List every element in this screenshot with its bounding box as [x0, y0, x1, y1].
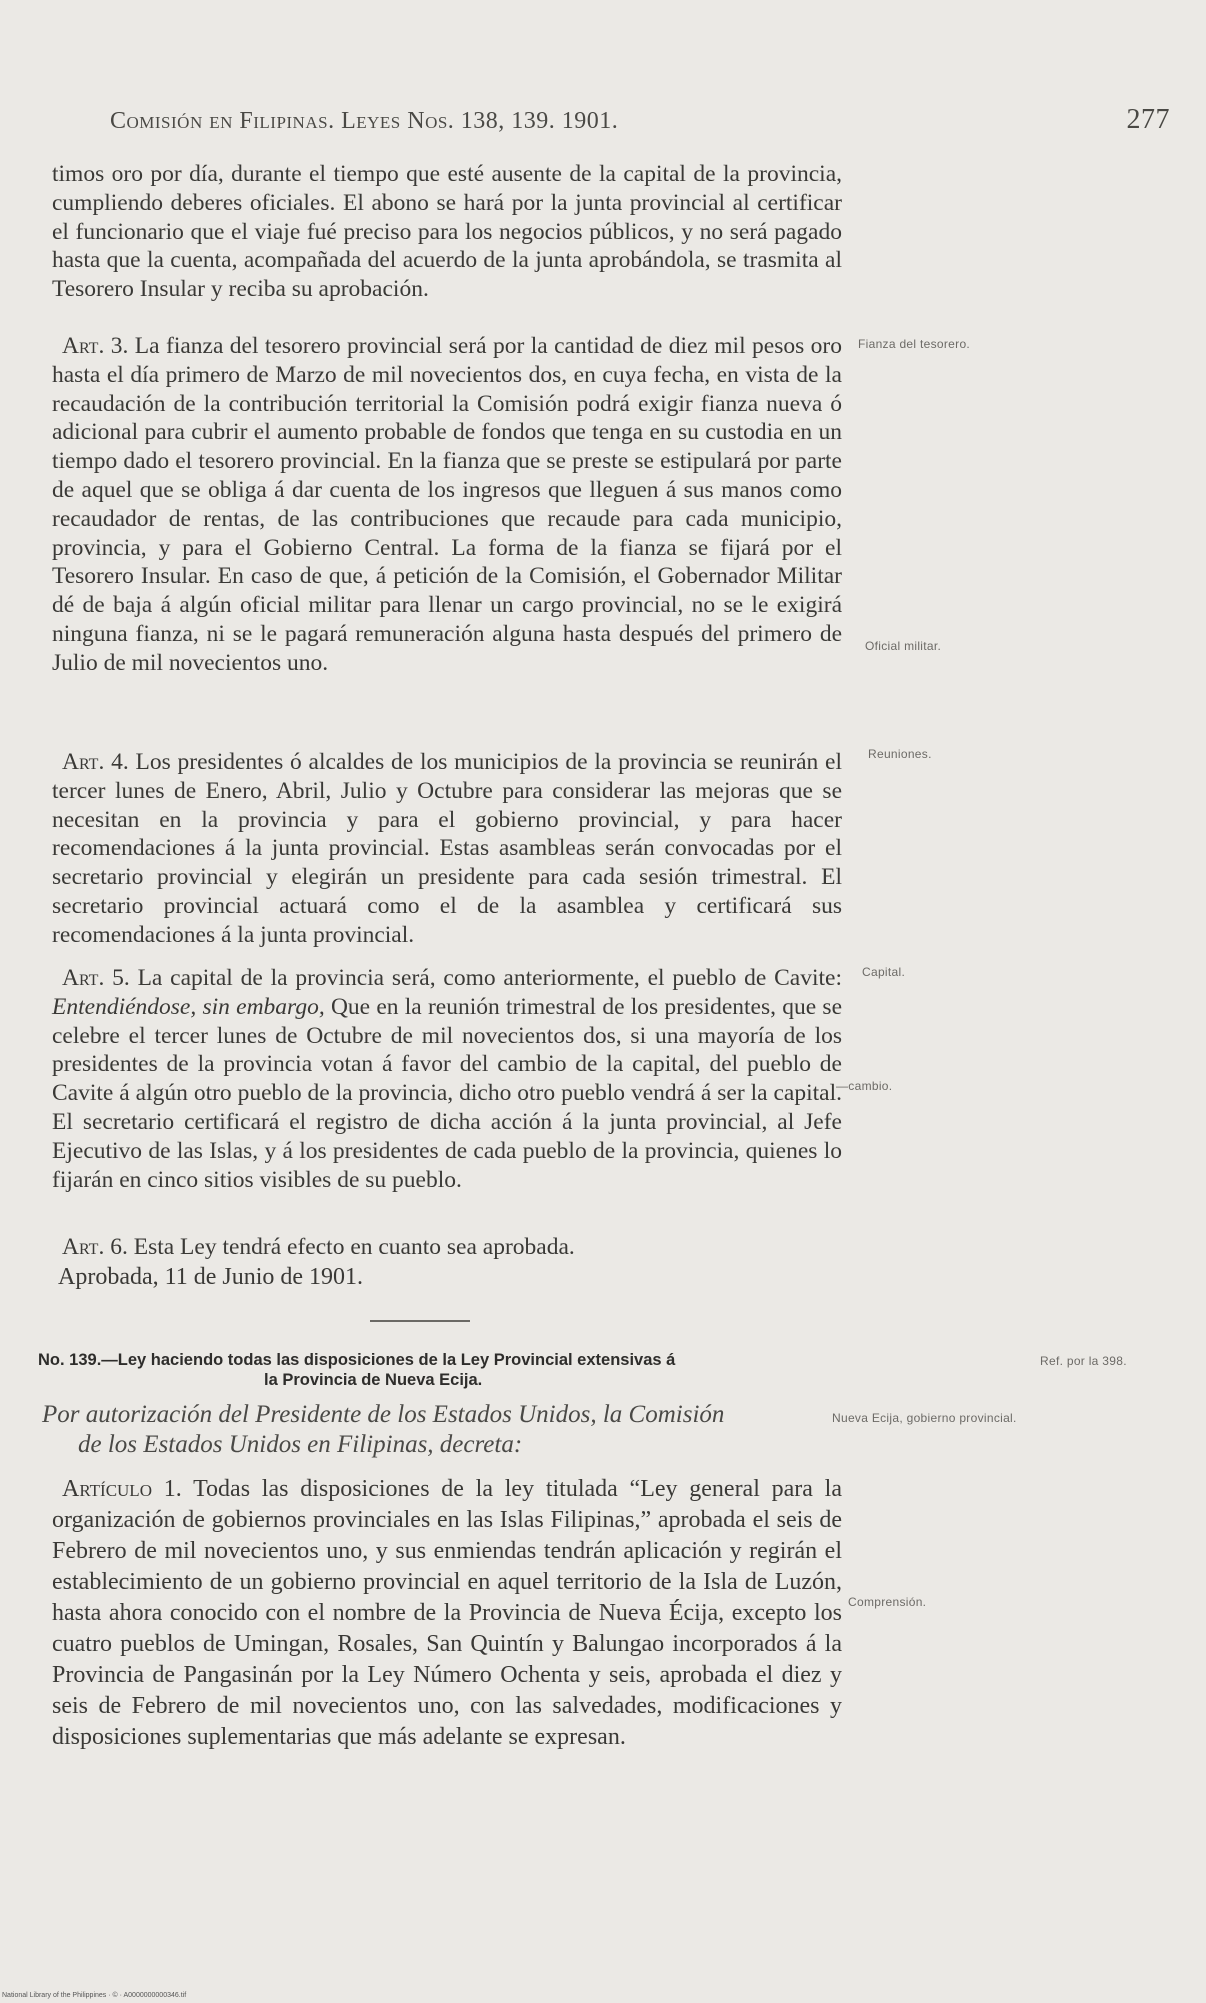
article-3 [52, 332, 842, 678]
law-139-title [38, 1350, 828, 1390]
law-139-article-1 [52, 1474, 842, 1753]
margin-note-oficial: Oficial militar. [865, 639, 942, 653]
article-text: Los presidentes ó alcaldes de los municipios de la provincia se reunirán el tercer lunes de Enero, Abril, Julio y Octubre para considerar las mejoras que se necesitan en la provincia y para el gobierno provincial, y para hacer recomendaciones á la junta provincial. Estas asambleas serán convocadas por el secretario provincial y elegirán un presidente para cada sesión trimestral. El secretario provincial actuará como el de la asamblea y certificará sus recomendaciones á la junta provincial. [52, 749, 842, 948]
article-text: La fianza del tesorero provincial será por la cantidad de diez mil pesos oro hasta el día primero de Marzo de mil novecientos dos, en cuya fecha, en vista de la recaudación de la contribución territorial la Comisión podrá exigir fianza nueva ó adicional para cubrir el aumento probable de fondos que tenga en su custodia en un tiempo dado el tesorero provincial. En la fianza que se preste se estipulará por parte de aquel que se obliga á dar cuenta de los ingresos que lleguen á sus manos como recaudador de rentas, de las contribuciones que recaude para cada municipio, provincia, y para el Gobierno Central. La forma de la fianza se fijará por el Tesorero Insular. En caso de que, á petición de la Comisión, el Gobernador Militar dé de baja á algún oficial militar para llenar un cargo provincial, no se le exigirá ninguna fianza, ni se le pagará remuneración alguna hasta después del primero de Julio de mil novecientos uno. [52, 333, 842, 676]
enacting-line-1: Por autorización del Presidente de los Estados Unidos, la Comisión [42, 1401, 725, 1428]
margin-note-comprension: Comprensión. [848, 1595, 927, 1609]
approval-date: Aprobada, 11 de Junio de 1901. [58, 1264, 364, 1290]
article-label: Art. 4. [62, 749, 129, 775]
article-text: Todas las disposiciones de la ley titulada “Ley general para la organización de gobiernos provinciales en las Islas Filipinas,” aprobada el seis de Febrero de mil novecientos uno, y sus enmiendas tendrán aplicación y regirán el establecimiento de un gobierno provincial en aquel territorio de la Isla de Luzón, hasta ahora conocido con el nombre de la Provincia de Nueva Écija, excepto los cuatro pueblos de Umingan, Rosales, San Quintín y Balungao incorporados á la Provincia de Pangasinán por la Ley Número Ochenta y seis, aprobada el diez y seis de Febrero de mil novecientos uno, con las salvedades, modificaciones y disposiciones suplementarias que más adelante se expresan. [52, 1476, 842, 1750]
article-text: La capital de la provincia será, como anteriormente, el pueblo de Cavite: [137, 965, 842, 991]
law-title-line-1: No. 139.—Ley haciendo todas las disposiciones de la Ley Provincial extensivas á [38, 1351, 676, 1369]
page-number: 277 [1126, 104, 1170, 135]
law-title-line-2: la Provincia de Nueva Ecija. [264, 1371, 483, 1389]
enacting-clause [42, 1400, 832, 1460]
article-label: Art. 6. [62, 1234, 128, 1260]
margin-note-fianza: Fianza del tesorero. [858, 337, 971, 351]
margin-note-reuniones: Reuniones. [868, 747, 932, 761]
enacting-line-2: de los Estados Unidos en Filipinas, decreta: [78, 1431, 523, 1458]
article-label: Art. 3. [62, 333, 129, 359]
scan-footer: National Library of the Philippines · © · A0000000000346.tif [2, 1992, 187, 1999]
paragraph-text: timos oro por día, durante el tiempo que esté ausente de la capital de la provincia, cumpliendo deberes oficiales. El abono se hará por la junta provincial al certificar el funcionario que el viaje fué preciso para los negocios públicos, y no será pagado hasta que la cuenta, acompañada del acuerdo de la junta aprobándola, se trasmita al Tesorero Insular y reciba su aprobación. [52, 161, 842, 303]
margin-note-cambio: —cambio. [836, 1079, 893, 1093]
proviso-italic: Entendiéndose, sin embargo, [52, 993, 325, 1020]
article-5 [52, 964, 842, 1194]
margin-note-capital: Capital. [862, 965, 906, 979]
margin-note-nueva-ecija: Nueva Ecija, gobierno provincial. [832, 1411, 1017, 1425]
margin-note-ref: Ref. por la 398. [1040, 1354, 1127, 1368]
article-text: Esta Ley tendrá efecto en cuanto sea aprobada. [133, 1234, 575, 1260]
paragraph-continuation [52, 160, 842, 304]
article-4 [52, 748, 842, 950]
section-divider [370, 1320, 470, 1322]
article-6 [52, 1233, 842, 1262]
article-label: Art. 5. [62, 965, 130, 991]
article-text-cont: Que en la reunión trimestral de los presidentes, que se celebre el tercer lunes de Octubre de mil novecientos dos, si una mayoría de los presidentes de la provincia votan á favor del cambio de la capital, del pueblo de Cavite á algún otro pueblo de la provincia, dicho otro pueblo vendrá á ser la capital. El secretario certificará el registro de dicha acción á la junta provincial, al Jefe Ejecutivo de las Islas, y á los presidentes de cada pueblo de la provincia, quienes lo fijarán en cinco sitios visibles de su pueblo. [52, 993, 842, 1193]
article-label: Artículo 1. [62, 1476, 182, 1502]
running-head: Comisión en Filipinas. Leyes Nos. 138, 139. 1901. [110, 108, 619, 134]
